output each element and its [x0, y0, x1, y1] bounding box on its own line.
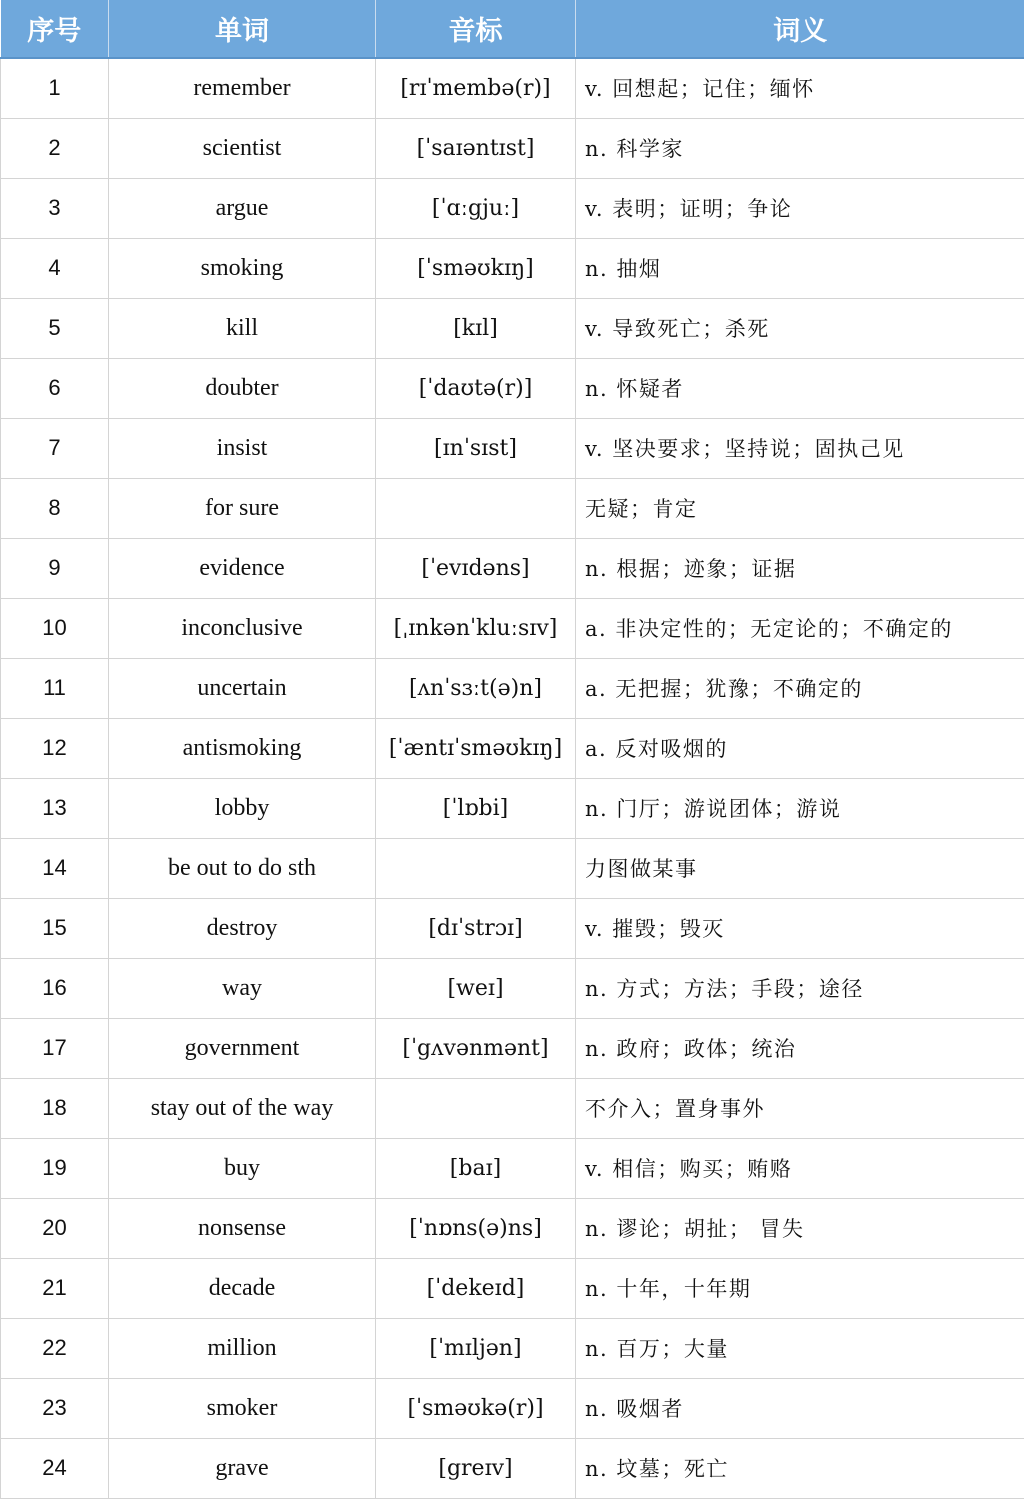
- cell-word: remember: [109, 58, 376, 118]
- cell-phonetic: [ˈdaʊtə(r)]: [376, 358, 576, 418]
- cell-phonetic: [ˈevɪdəns]: [376, 538, 576, 598]
- cell-word: argue: [109, 178, 376, 238]
- cell-phonetic: [ˈsməʊkɪŋ]: [376, 238, 576, 298]
- cell-index: 11: [1, 658, 109, 718]
- cell-meaning: a. 非决定性的；无定论的；不确定的: [576, 598, 1024, 658]
- table-row: [1, 1258, 1024, 1318]
- cell-word: smoker: [109, 1378, 376, 1438]
- cell-index: 14: [1, 838, 109, 898]
- cell-index: 21: [1, 1258, 109, 1318]
- cell-index: 8: [1, 478, 109, 538]
- cell-meaning: v. 表明；证明；争论: [576, 178, 1024, 238]
- cell-meaning: 力图做某事: [576, 838, 1024, 898]
- cell-word: lobby: [109, 778, 376, 838]
- cell-index: 16: [1, 958, 109, 1018]
- table-row: [1, 598, 1024, 658]
- cell-phonetic: [ˈsməʊkə(r)]: [376, 1378, 576, 1438]
- cell-word: nonsense: [109, 1198, 376, 1258]
- table-row: [1, 238, 1024, 298]
- table-row: [1, 1318, 1024, 1378]
- table-row: [1, 478, 1024, 538]
- cell-word: inconclusive: [109, 598, 376, 658]
- cell-meaning: n. 吸烟者: [576, 1378, 1024, 1438]
- table-body: [1, 58, 1024, 1498]
- table-row: [1, 1198, 1024, 1258]
- cell-word: million: [109, 1318, 376, 1378]
- cell-index: 6: [1, 358, 109, 418]
- table-row: [1, 538, 1024, 598]
- cell-meaning: n. 怀疑者: [576, 358, 1024, 418]
- cell-index: 17: [1, 1018, 109, 1078]
- cell-meaning: n. 科学家: [576, 118, 1024, 178]
- cell-word: evidence: [109, 538, 376, 598]
- cell-phonetic: [ˈmɪljən]: [376, 1318, 576, 1378]
- table-row: [1, 1078, 1024, 1138]
- cell-meaning: n. 百万；大量: [576, 1318, 1024, 1378]
- cell-index: 15: [1, 898, 109, 958]
- table-row: [1, 718, 1024, 778]
- cell-meaning: n. 根据；迹象；证据: [576, 538, 1024, 598]
- cell-word: grave: [109, 1438, 376, 1498]
- table-row: [1, 658, 1024, 718]
- cell-word: antismoking: [109, 718, 376, 778]
- table-row: [1, 1138, 1024, 1198]
- cell-phonetic: [ˈnɒns(ə)ns]: [376, 1198, 576, 1258]
- cell-meaning: 不介入；置身事外: [576, 1078, 1024, 1138]
- table-row: [1, 418, 1024, 478]
- cell-index: 3: [1, 178, 109, 238]
- cell-phonetic: [rɪˈmembə(r)]: [376, 58, 576, 118]
- header-index: 序号: [1, 0, 109, 58]
- cell-meaning: a. 反对吸烟的: [576, 718, 1024, 778]
- cell-phonetic: [weɪ]: [376, 958, 576, 1018]
- table-row: [1, 1378, 1024, 1438]
- cell-index: 18: [1, 1078, 109, 1138]
- cell-meaning: v. 坚决要求；坚持说；固执己见: [576, 418, 1024, 478]
- table-row: [1, 358, 1024, 418]
- cell-meaning: a. 无把握；犹豫；不确定的: [576, 658, 1024, 718]
- cell-meaning: n. 抽烟: [576, 238, 1024, 298]
- cell-index: 23: [1, 1378, 109, 1438]
- cell-index: 13: [1, 778, 109, 838]
- cell-index: 1: [1, 58, 109, 118]
- table-row: [1, 1018, 1024, 1078]
- cell-meaning: 无疑；肯定: [576, 478, 1024, 538]
- cell-meaning: v. 摧毁；毁灭: [576, 898, 1024, 958]
- cell-meaning: n. 十年，十年期: [576, 1258, 1024, 1318]
- header-phonetic: 音标: [376, 0, 576, 58]
- cell-phonetic: [greɪv]: [376, 1438, 576, 1498]
- cell-phonetic: [ˈgʌvənmənt]: [376, 1018, 576, 1078]
- cell-word: smoking: [109, 238, 376, 298]
- cell-phonetic: [376, 478, 576, 538]
- cell-phonetic: [ˈɑːgjuː]: [376, 178, 576, 238]
- cell-index: 10: [1, 598, 109, 658]
- cell-meaning: v. 回想起；记住；缅怀: [576, 58, 1024, 118]
- table-row: [1, 778, 1024, 838]
- cell-index: 7: [1, 418, 109, 478]
- cell-meaning: v. 导致死亡；杀死: [576, 298, 1024, 358]
- cell-phonetic: [ˈdekeɪd]: [376, 1258, 576, 1318]
- cell-word: stay out of the way: [109, 1078, 376, 1138]
- cell-index: 4: [1, 238, 109, 298]
- cell-phonetic: [376, 1078, 576, 1138]
- cell-word: kill: [109, 298, 376, 358]
- cell-meaning: n. 方式；方法；手段；途径: [576, 958, 1024, 1018]
- cell-index: 12: [1, 718, 109, 778]
- cell-phonetic: [kɪl]: [376, 298, 576, 358]
- table-row: [1, 58, 1024, 118]
- header-row: [1, 0, 1024, 58]
- cell-index: 24: [1, 1438, 109, 1498]
- cell-word: buy: [109, 1138, 376, 1198]
- cell-index: 22: [1, 1318, 109, 1378]
- cell-word: insist: [109, 418, 376, 478]
- header-word: 单词: [109, 0, 376, 58]
- cell-word: destroy: [109, 898, 376, 958]
- cell-phonetic: [baɪ]: [376, 1138, 576, 1198]
- cell-phonetic: [ɪnˈsɪst]: [376, 418, 576, 478]
- cell-phonetic: [dɪˈstrɔɪ]: [376, 898, 576, 958]
- cell-phonetic: [ˌɪnkənˈkluːsɪv]: [376, 598, 576, 658]
- cell-word: scientist: [109, 118, 376, 178]
- cell-phonetic: [ˈlɒbi]: [376, 778, 576, 838]
- table-row: [1, 118, 1024, 178]
- cell-index: 5: [1, 298, 109, 358]
- header-meaning: 词义: [576, 0, 1024, 58]
- table-row: [1, 958, 1024, 1018]
- cell-index: 20: [1, 1198, 109, 1258]
- cell-phonetic: [376, 838, 576, 898]
- cell-meaning: n. 门厅；游说团体；游说: [576, 778, 1024, 838]
- cell-meaning: n. 坟墓；死亡: [576, 1438, 1024, 1498]
- cell-word: be out to do sth: [109, 838, 376, 898]
- cell-meaning: n. 谬论；胡扯； 冒失: [576, 1198, 1024, 1258]
- cell-phonetic: [ˈæntɪˈsməʊkɪŋ]: [376, 718, 576, 778]
- table-row: [1, 178, 1024, 238]
- table-row: [1, 898, 1024, 958]
- cell-word: for sure: [109, 478, 376, 538]
- cell-index: 9: [1, 538, 109, 598]
- cell-meaning: n. 政府；政体；统治: [576, 1018, 1024, 1078]
- table-row: [1, 1438, 1024, 1498]
- cell-index: 2: [1, 118, 109, 178]
- cell-word: uncertain: [109, 658, 376, 718]
- cell-word: doubter: [109, 358, 376, 418]
- cell-word: government: [109, 1018, 376, 1078]
- cell-phonetic: [ˈsaɪəntɪst]: [376, 118, 576, 178]
- cell-meaning: v. 相信；购买；贿赂: [576, 1138, 1024, 1198]
- cell-index: 19: [1, 1138, 109, 1198]
- cell-word: way: [109, 958, 376, 1018]
- cell-word: decade: [109, 1258, 376, 1318]
- cell-phonetic: [ʌnˈsɜːt(ə)n]: [376, 658, 576, 718]
- table-row: [1, 298, 1024, 358]
- table-row: [1, 838, 1024, 898]
